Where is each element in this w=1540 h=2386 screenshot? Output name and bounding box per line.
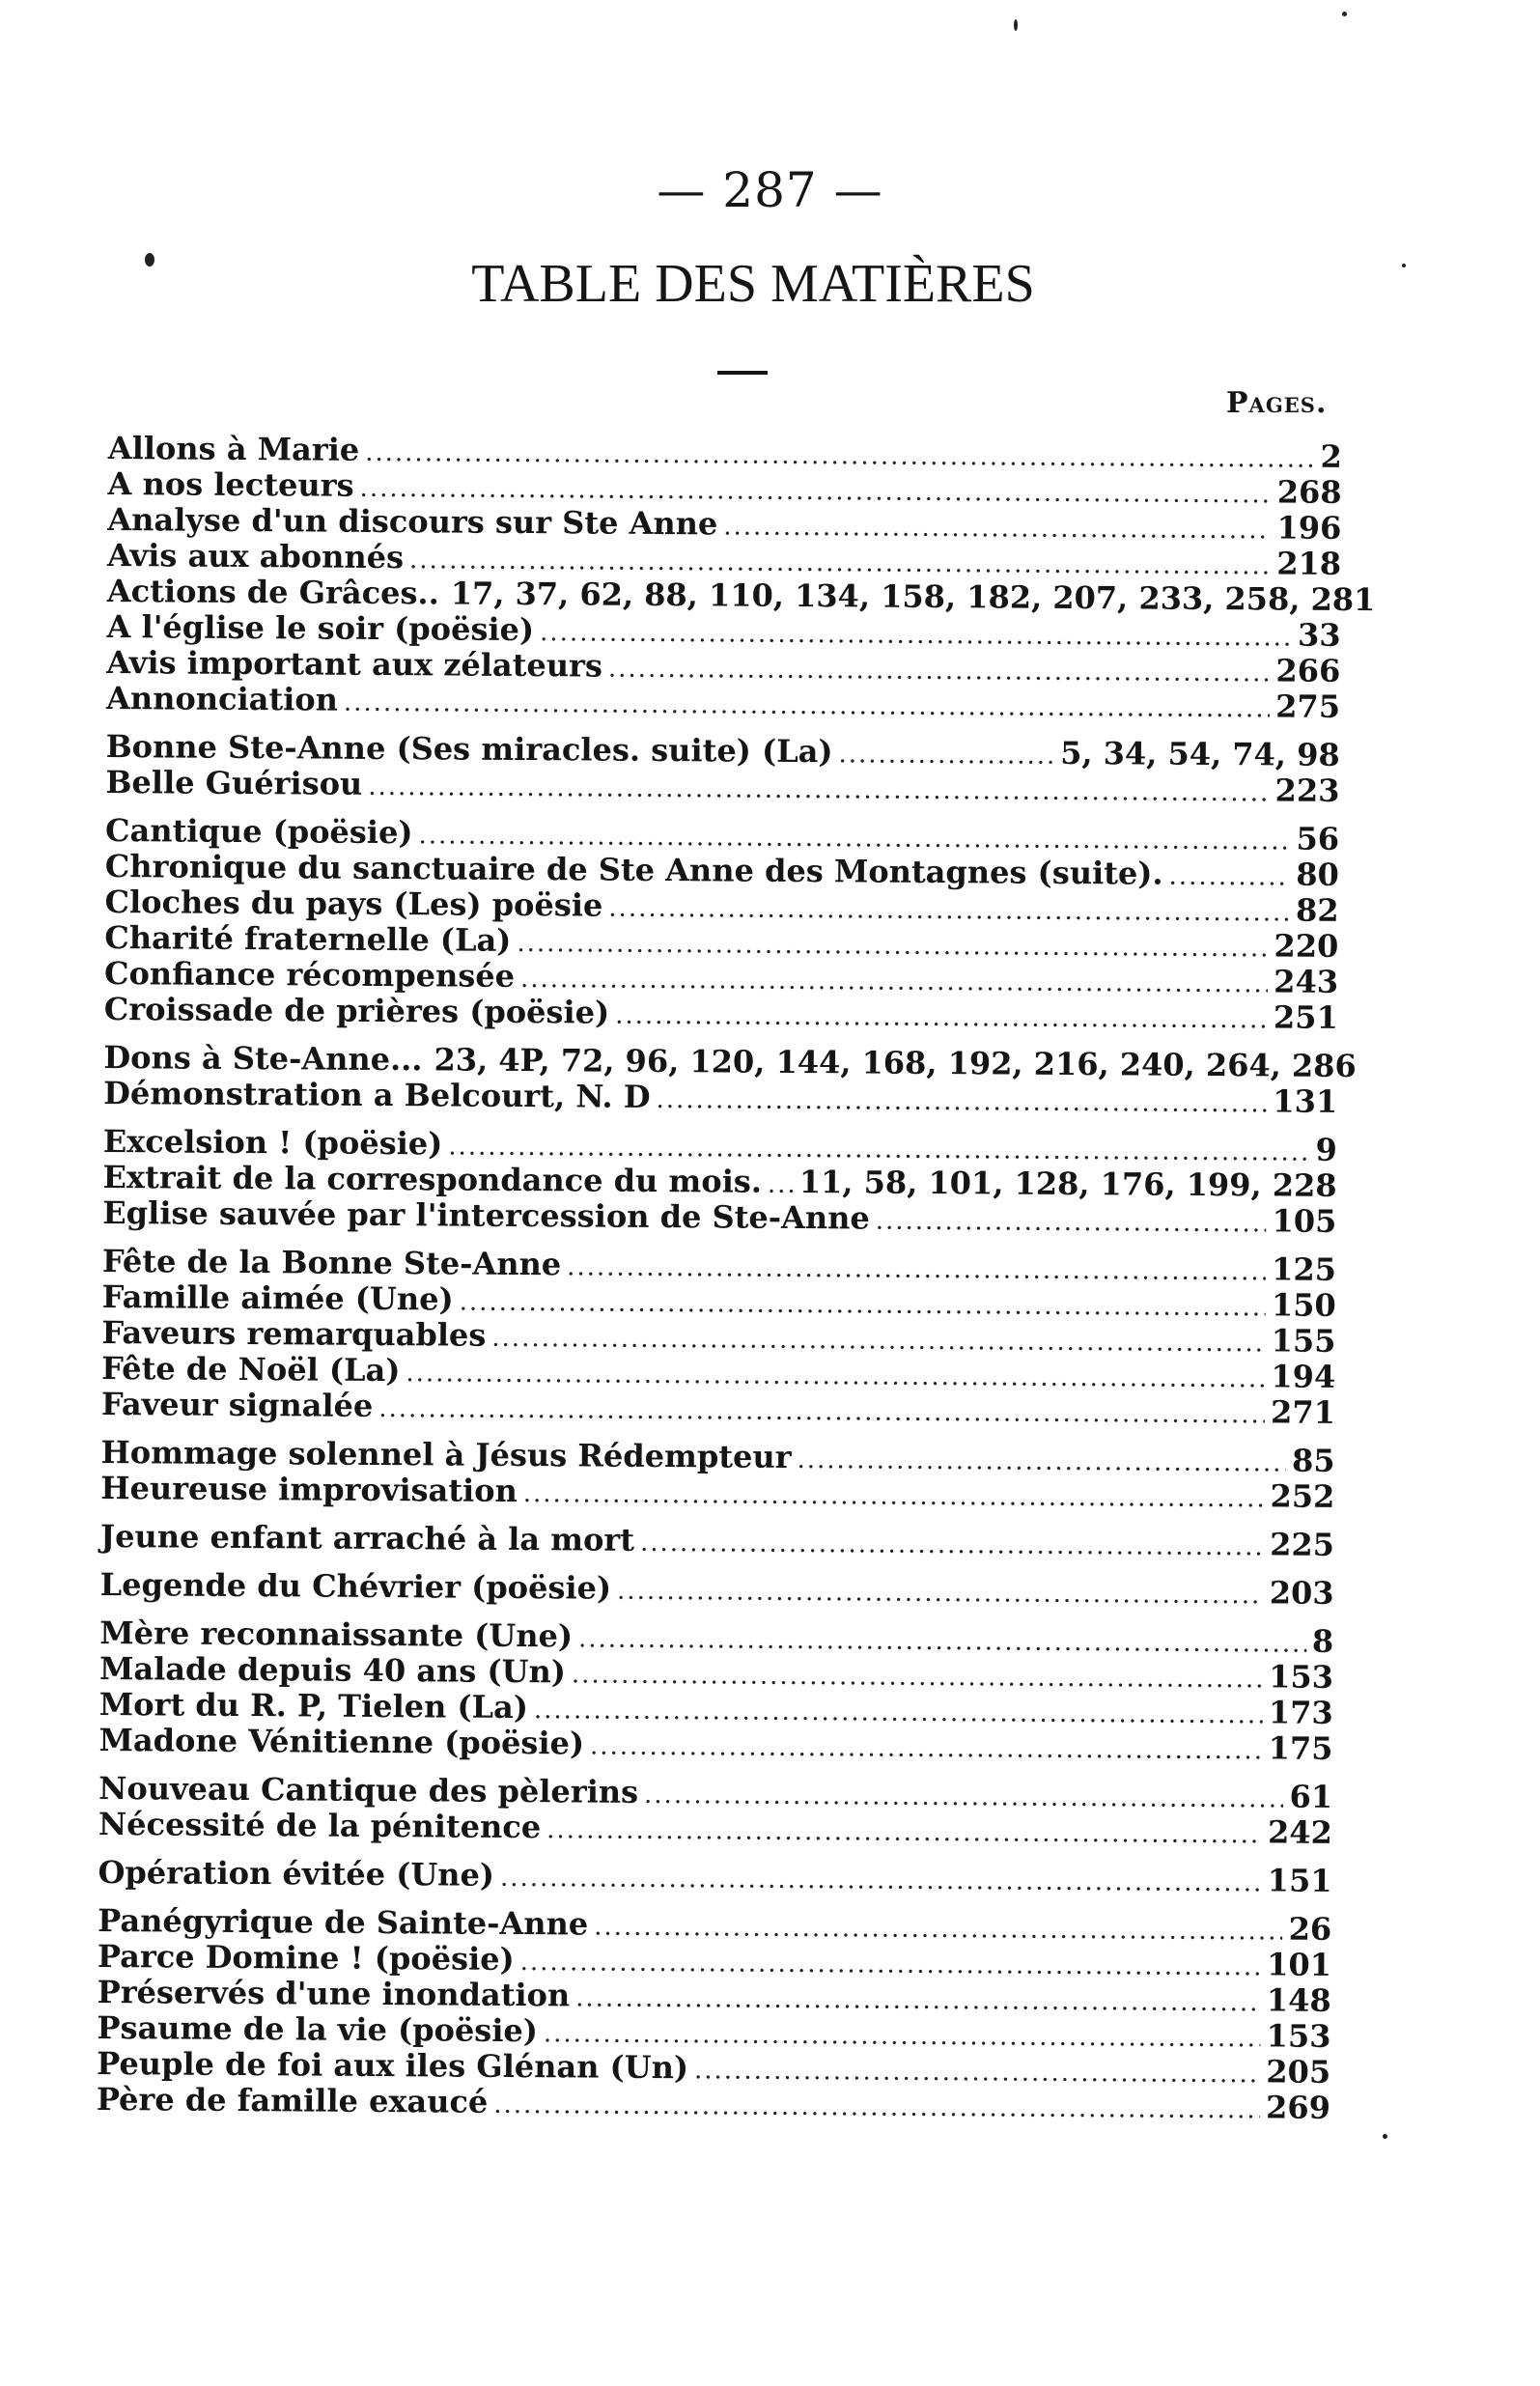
entry-title: Croissade de prières (poësie) [103,990,610,1031]
entry-pages: 125 [1272,1250,1337,1288]
title-rule [717,371,768,375]
entry-title: Peuple de foi aux iles Glénan (Un) [97,2044,689,2087]
entry-title: Nécessité de la pénitence [98,1805,542,1846]
scan-speck [145,253,154,267]
entry-pages: 26 [1288,1910,1332,1948]
entry-title: Legende du Chévrier (poësie) [99,1565,612,1607]
entry-title: Actions de Grâces.. [106,572,439,612]
entry-pages: 131 [1273,1082,1338,1120]
entry-title: Démonstration a Belcourt, N. D [103,1074,651,1115]
entry-title: Charité fraternelle (La) [104,918,512,959]
entry-pages: 8 [1311,1622,1334,1660]
entry-pages: 271 [1271,1393,1336,1431]
dot-leader [378,1391,1265,1433]
entry-pages: 9 [1315,1131,1337,1168]
scan-speck [1342,12,1347,16]
dot-leader [500,1861,1262,1902]
toc-group [100,1435,1334,1515]
entry-title: Mère reconnaissante (Une) [99,1614,574,1655]
entry-pages: 153 [1269,1658,1334,1696]
dot-leader [876,1204,1267,1243]
scan-speck [1014,19,1018,31]
dot-leader [723,509,1271,548]
entry-pages: 269 [1265,2089,1331,2126]
dot-leader [567,1249,1266,1290]
entry-pages: 23, 4P, 72, 96, 120, 144, 168, 192, 216, 240, 264, 286 [434,1041,1357,1085]
dot-leader [575,1980,1261,2021]
entry-pages: 151 [1267,1862,1332,1899]
dot-leader [640,1526,1264,1566]
toc-group [101,1244,1336,1431]
entry-title: Jeune enfant arraché à la mort [99,1517,635,1558]
entry-title: Dons à Ste-Anne... [103,1038,423,1079]
dot-leader [608,652,1271,692]
dot-leader [617,1574,1264,1614]
entry-pages: 155 [1271,1322,1336,1360]
dot-leader [768,1167,794,1203]
entry-title: A nos lecteurs [107,464,354,504]
entry-title: Famille aimée (Une) [101,1277,454,1318]
toc-entry [100,1567,1334,1612]
entry-title: Panégyrique de Sainte-Anne [98,1901,589,1943]
entry-pages: 82 [1295,891,1339,929]
entry-pages: 223 [1274,772,1340,809]
entry-pages: 251 [1273,998,1338,1036]
entry-pages: 175 [1268,1729,1333,1767]
entry-pages: 33 [1297,616,1341,654]
entry-title: Préservés d'une inondation [97,1973,571,2014]
dot-leader [406,1356,1265,1397]
toc-entry [100,1519,1334,1563]
entry-title: Faveur signalée [100,1385,374,1424]
dot-leader [368,770,1270,812]
entry-pages: 148 [1266,1981,1331,2019]
entry-pages: 266 [1275,652,1341,689]
entry-title: Malade depuis 40 ans (Un) [98,1649,567,1691]
dot-leader [1168,859,1290,896]
entry-pages: 101 [1267,1946,1332,1983]
entry-title: Parce Domine ! (poësie) [97,1937,515,1978]
toc-group [97,1903,1332,2126]
toc-group [105,430,1376,725]
entry-pages: 203 [1269,1574,1334,1612]
entry-title: Analyse d'un discours sur Ste Anne [107,500,718,543]
table-of-contents [96,430,1376,2139]
entry-pages: 275 [1275,688,1341,725]
entry-title: Avis aux abonnés [106,536,405,576]
entry-pages: 56 [1296,820,1340,857]
dot-leader [546,1812,1262,1853]
entry-title: Hommage solennel à Jésus Rédempteur [100,1433,792,1475]
entry-pages: 194 [1271,1358,1336,1395]
scan-speck [1383,2134,1387,2139]
entry-pages: 11, 58, 101, 128, 176, 199, 228 [798,1164,1337,1204]
entry-pages: 173 [1268,1694,1333,1731]
entry-title: A l'église le soir (poësie) [106,607,535,649]
dot-leader [460,1285,1266,1327]
toc-group [103,1038,1357,1120]
toc-group [104,813,1340,1036]
dot-leader [590,1729,1263,1770]
entry-title: Psaume de la vie (poësie) [97,2008,539,2050]
dot-leader [523,1476,1265,1517]
dot-leader [797,1443,1286,1482]
page-title: TABLE DES MATIÈRES [471,254,1035,314]
dot-leader [344,686,1271,728]
entry-title: Allons à Marie [107,430,360,468]
scan-speck [1402,264,1406,267]
entry-title: Cloches du pays (Les) poësie [104,883,603,924]
entry-pages: 153 [1266,2017,1331,2055]
toc-group [98,1771,1332,1851]
entry-title: Cantique (poësie) [104,811,413,852]
dot-leader [644,1778,1284,1818]
entry-pages: 196 [1276,509,1342,547]
dot-leader [578,1621,1306,1662]
entry-pages: 80 [1296,856,1339,893]
entry-pages: 105 [1272,1202,1337,1240]
entry-title: Opération évitée (Une) [98,1853,495,1894]
entry-pages: 242 [1267,1813,1333,1851]
entry-pages: 85 [1291,1442,1335,1479]
dot-leader [534,1693,1263,1733]
dot-leader [694,2053,1261,2092]
entry-title: Père de famille exaucé [96,2080,489,2120]
toc-group [98,1615,1333,1767]
entry-title: Heureuse improvisation [100,1469,518,1509]
dot-leader [520,962,1268,1002]
dot-leader [517,926,1268,967]
dot-leader [656,1082,1267,1122]
entry-title: Belle Guérisou [105,763,363,802]
entry-title: Fête de la Bonne Ste-Anne [101,1242,562,1283]
entry-pages: 268 [1276,473,1342,511]
dot-leader [491,1321,1266,1362]
entry-pages: 218 [1276,545,1342,582]
entry-pages: 220 [1274,927,1339,965]
entry-title: Extrait de la correspondance du mois. [102,1158,763,1200]
page-number: — 287 — [657,162,883,218]
entry-title: Fête de Noël (La) [101,1349,401,1389]
entry-pages: 61 [1289,1778,1333,1815]
entry-title: Eglise sauvée par l'intercession de Ste-Anne [102,1193,870,1237]
dot-leader [838,737,1054,774]
dot-leader [493,2088,1260,2129]
entry-pages: 150 [1271,1286,1336,1324]
entry-pages: 252 [1270,1477,1335,1515]
entry-pages: 243 [1274,963,1339,1000]
entry-title: Avis important aux zélateurs [106,643,603,685]
entry-pages: 17, 37, 62, 88, 110, 134, 158, 182, 207, 233, 258, 281 [450,575,1376,619]
dot-leader [520,1945,1262,1985]
entry-title: Nouveau Cantique des pèlerins [98,1769,639,1811]
entry-title: Madone Vénitienne (poësie) [98,1721,585,1762]
entry-title: Mort du R. P, Tielen (La) [98,1685,529,1726]
pages-column-label: Pages. [1226,386,1328,420]
dot-leader [615,998,1268,1039]
toc-group [100,1519,1334,1563]
entry-title: Excelsion ! (poësie) [102,1122,443,1163]
entry-pages: 5, 34, 54, 74, 98 [1060,734,1340,773]
entry-title: Bonne Ste-Anne (Ses miracles. suite) (La) [105,727,833,771]
toc-group [102,1124,1337,1240]
toc-group [105,729,1339,809]
entry-title: Annonciation [105,679,339,718]
entry-title: Confiance récompensée [103,954,516,995]
entry-title: Chronique du sanctuaire de Ste Anne des Montagnes (suite). [104,847,1163,892]
entry-pages: 2 [1320,437,1342,475]
dot-leader [572,1657,1264,1698]
toc-entry [98,1855,1331,1899]
dot-leader [608,891,1290,932]
entry-pages: 225 [1270,1526,1335,1563]
toc-group [98,1855,1331,1899]
dot-leader [594,1910,1283,1951]
toc-group [100,1567,1334,1612]
dot-leader [540,615,1292,656]
entry-title: Faveurs remarquables [101,1313,487,1354]
entry-pages: 205 [1266,2053,1331,2091]
